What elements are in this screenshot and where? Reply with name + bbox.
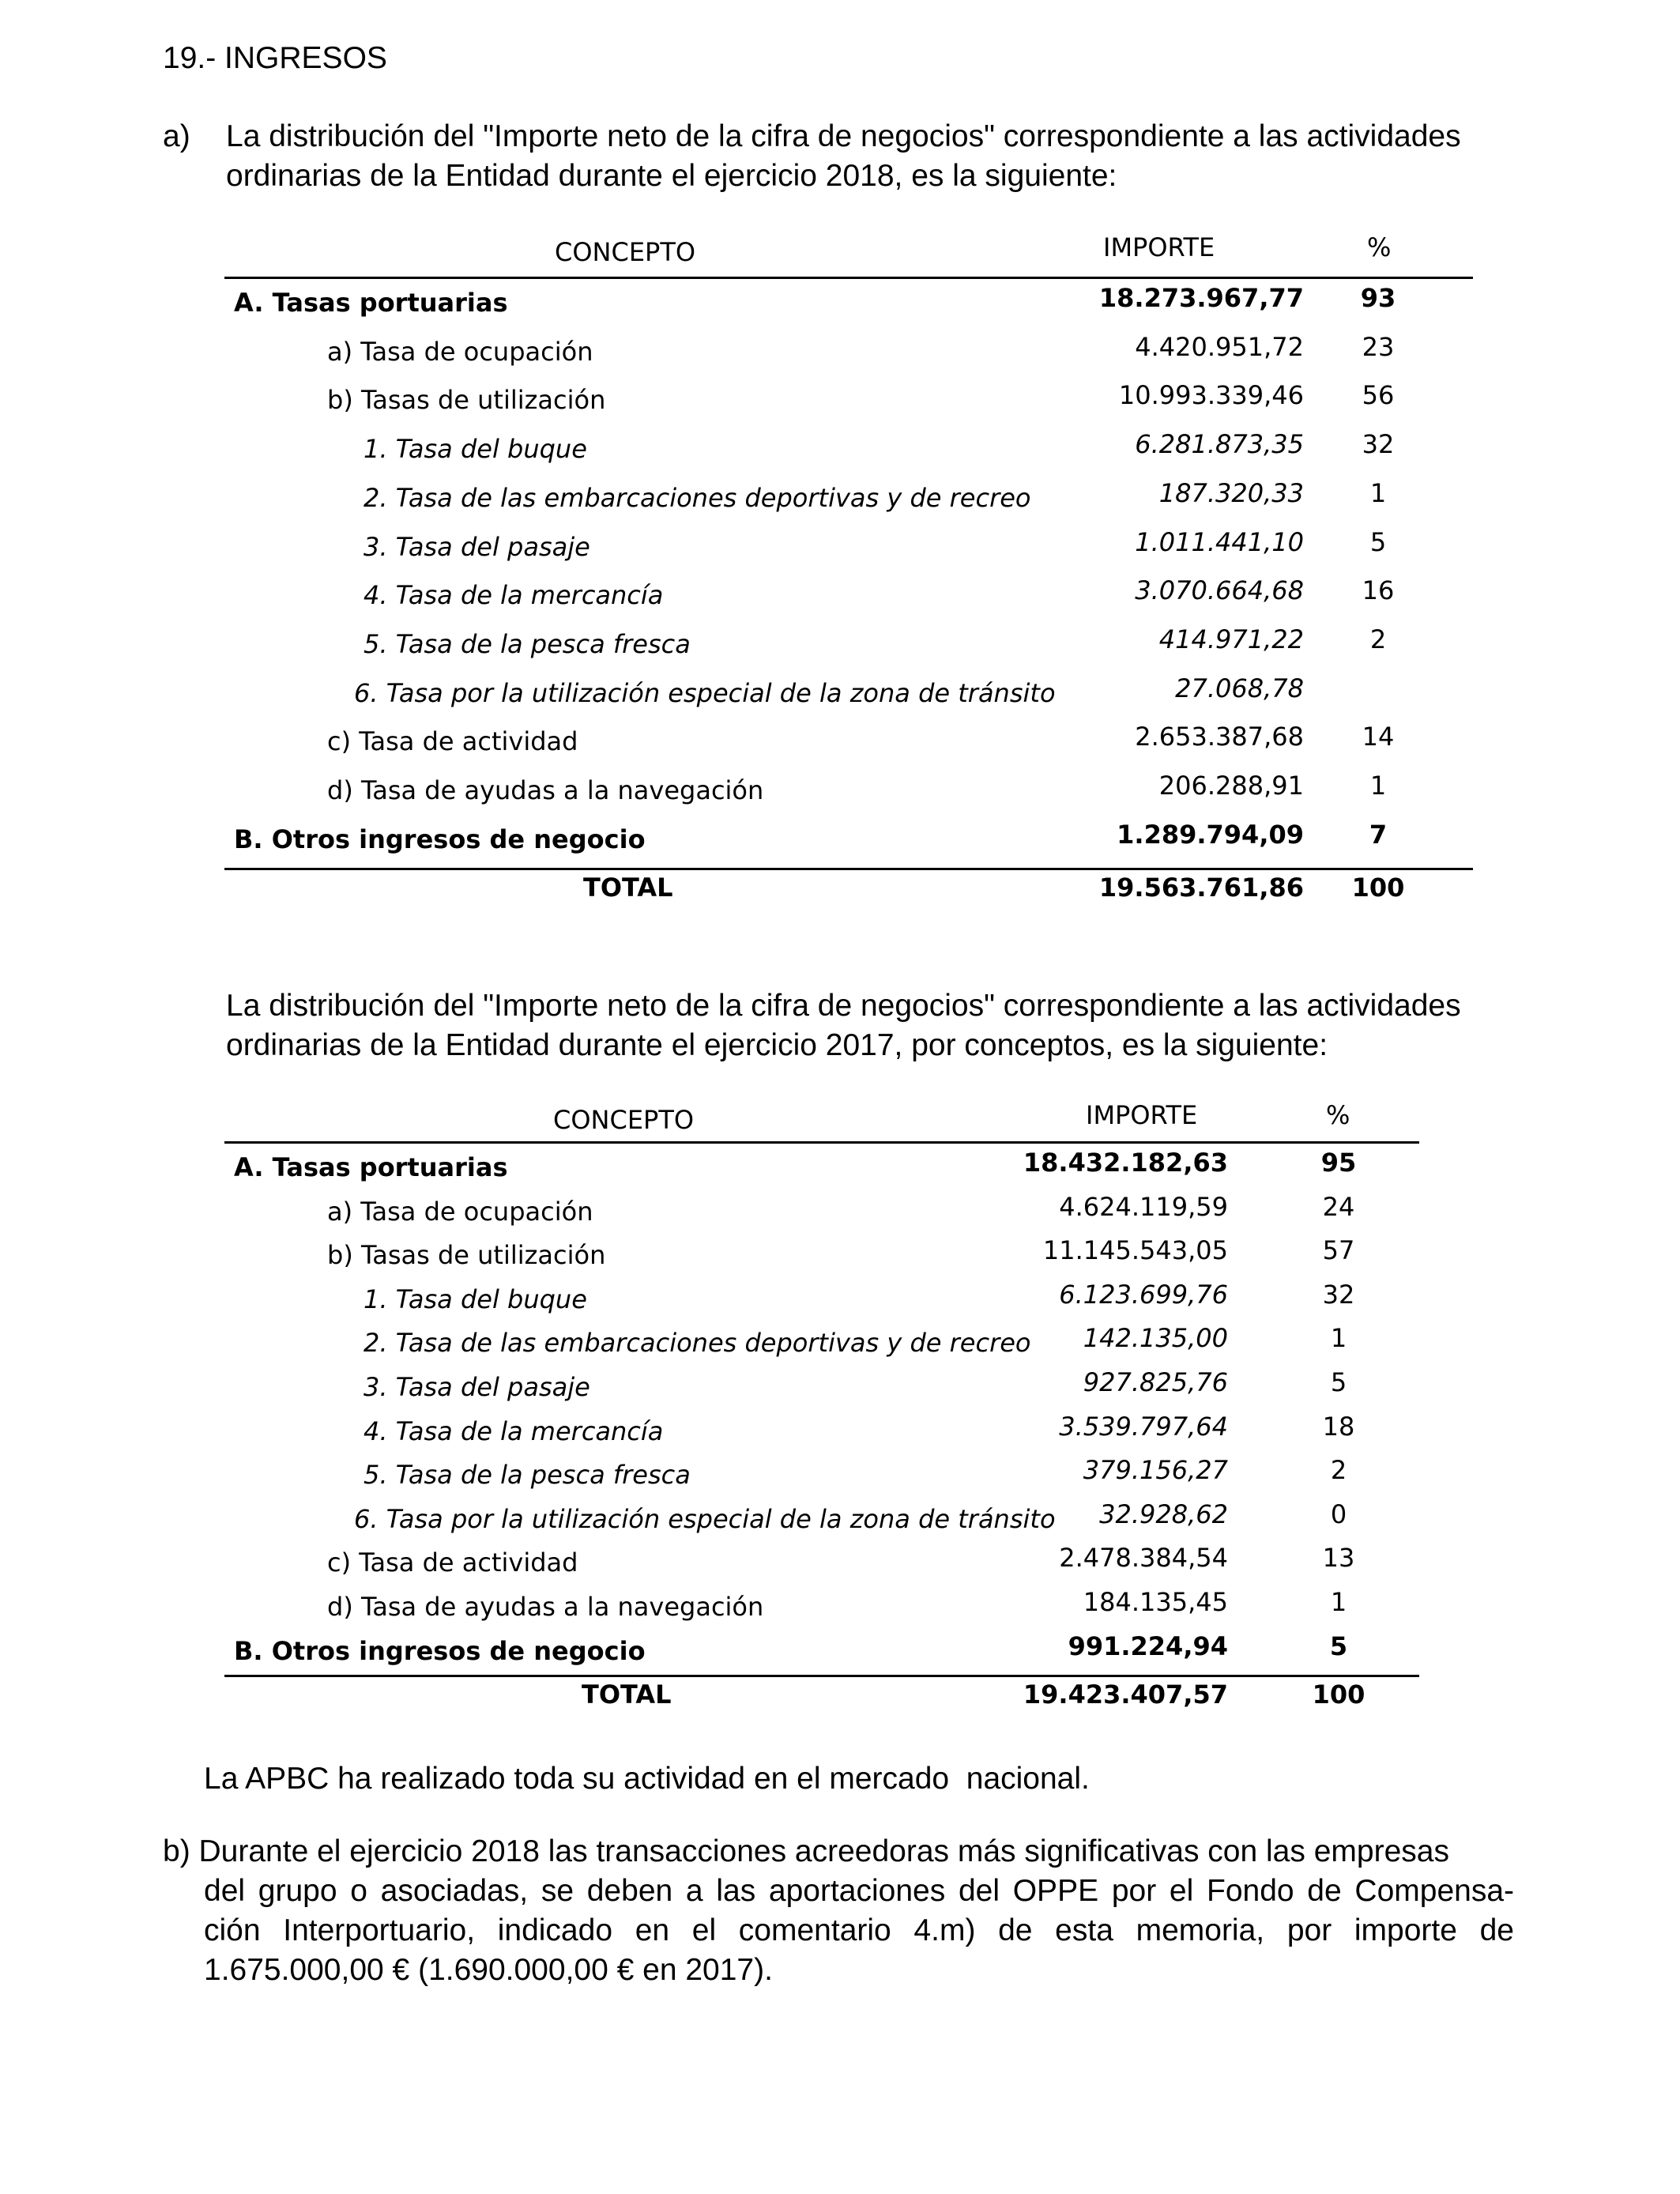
- paragraph-a-line2: ordinarias de la Entidad durante el ejercicio 2018, es la siguiente:: [226, 159, 1117, 193]
- row-concept: 2. Tasa de las embarcaciones deportivas y de recreo: [363, 482, 1031, 513]
- row-percent: 56: [1362, 380, 1395, 411]
- row-percent: 24: [1322, 1191, 1355, 1222]
- row-percent: 1: [1369, 477, 1387, 508]
- paragraph-a-marker: a): [163, 119, 190, 153]
- row-concept: 2. Tasa de las embarcaciones deportivas y de recreo: [363, 1328, 1031, 1359]
- table-2017: [224, 1099, 1419, 1710]
- row-percent: 1: [1330, 1587, 1347, 1617]
- table-row: [224, 1541, 1419, 1585]
- row-percent: 16: [1362, 575, 1395, 606]
- row-amount: 2.478.384,54: [1059, 1543, 1228, 1574]
- table-row: [224, 1146, 1419, 1190]
- header-concept: CONCEPTO: [553, 1105, 695, 1135]
- table-total-row: [224, 873, 1473, 922]
- row-amount: 379.156,27: [1083, 1455, 1228, 1486]
- total-percent: 100: [1351, 873, 1405, 903]
- row-percent: 7: [1369, 819, 1388, 850]
- paragraph-b-line4: 1.675.000,00 € (1.690.000,00 € en 2017).: [204, 1953, 773, 1987]
- table-total-row: [224, 1679, 1419, 1724]
- row-amount: 184.135,45: [1083, 1587, 1228, 1617]
- table-row: [224, 1498, 1419, 1542]
- row-concept: d) Tasa de ayudas a la navegación: [327, 1592, 764, 1622]
- row-amount: 1.011.441,10: [1135, 526, 1304, 557]
- row-concept: c) Tasa de actividad: [327, 1547, 578, 1578]
- row-amount: 6.123.699,76: [1059, 1279, 1228, 1310]
- row-concept: B. Otros ingresos de negocio: [234, 824, 646, 854]
- row-concept: 5. Tasa de la pesca fresca: [363, 1460, 691, 1491]
- table-row: [224, 428, 1473, 477]
- header-amount: IMPORTE: [1103, 232, 1215, 262]
- table-row: [224, 1453, 1419, 1498]
- table-row: [224, 281, 1473, 330]
- table-row: [224, 623, 1473, 672]
- row-amount: 414.971,22: [1158, 624, 1304, 654]
- row-concept: A. Tasas portuarias: [234, 1152, 508, 1182]
- row-percent: 14: [1362, 722, 1395, 752]
- table-header: [224, 1099, 1419, 1141]
- table-row: [224, 1366, 1419, 1410]
- row-amount: 187.320,33: [1158, 477, 1304, 508]
- row-amount: 27.068,78: [1175, 673, 1304, 703]
- row-amount: 1.289.794,09: [1117, 819, 1304, 850]
- table-row: [224, 574, 1473, 623]
- row-concept: d) Tasa de ayudas a la navegación: [327, 775, 764, 805]
- table-row: [224, 672, 1473, 721]
- table-row: [224, 1190, 1419, 1235]
- row-concept: a) Tasa de ocupación: [327, 336, 593, 367]
- table-row: [224, 1410, 1419, 1454]
- paragraph-2017-line2: ordinarias de la Entidad durante el ejercicio 2017, por conceptos, es la siguiente:: [226, 1028, 1328, 1062]
- row-percent: 1: [1330, 1323, 1347, 1354]
- table-row: [224, 330, 1473, 379]
- table-row: [224, 526, 1473, 575]
- total-percent: 100: [1312, 1679, 1365, 1710]
- market-note: La APBC ha realizado toda su actividad en el mercado nacional.: [204, 1762, 1090, 1796]
- header-pct: %: [1367, 232, 1392, 262]
- row-amount: 142.135,00: [1083, 1323, 1228, 1354]
- row-amount: 18.273.967,77: [1098, 283, 1304, 313]
- row-concept: 4. Tasa de la mercancía: [363, 580, 664, 611]
- row-concept: b) Tasas de utilización: [327, 385, 606, 416]
- row-amount: 11.145.543,05: [1042, 1235, 1228, 1266]
- row-percent: 1: [1369, 771, 1387, 801]
- row-percent: 5: [1329, 1630, 1348, 1661]
- table-top-rule: [224, 1141, 1419, 1144]
- total-amount: 19.423.407,57: [1023, 1679, 1228, 1710]
- table-2018: [224, 229, 1473, 903]
- row-percent: 0: [1330, 1498, 1347, 1529]
- table-row: [224, 1278, 1419, 1322]
- row-percent: 32: [1322, 1279, 1355, 1310]
- row-amount: 206.288,91: [1158, 771, 1304, 801]
- row-amount: 3.070.664,68: [1135, 575, 1304, 606]
- row-percent: 5: [1330, 1367, 1347, 1397]
- total-label: TOTAL: [582, 1679, 672, 1710]
- header-concept: CONCEPTO: [555, 237, 696, 267]
- row-concept: 6. Tasa por la utilización especial de la zona de tránsito: [354, 1503, 1056, 1534]
- table-header: [224, 229, 1473, 277]
- row-amount: 991.224,94: [1068, 1630, 1228, 1661]
- row-concept: 4. Tasa de la mercancía: [363, 1416, 664, 1446]
- section-title: 19.- INGRESOS: [163, 41, 387, 75]
- row-percent: 93: [1360, 283, 1396, 313]
- row-concept: 5. Tasa de la pesca fresca: [363, 628, 691, 659]
- row-concept: b) Tasas de utilización: [327, 1240, 606, 1271]
- row-concept: B. Otros ingresos de negocio: [234, 1635, 646, 1666]
- row-percent: 32: [1362, 429, 1395, 460]
- row-percent: 23: [1362, 331, 1395, 362]
- table-row: [224, 1585, 1419, 1630]
- row-percent: 5: [1369, 526, 1387, 557]
- row-percent: 57: [1322, 1235, 1355, 1266]
- table-total-rule: [224, 868, 1473, 870]
- table-row: [224, 720, 1473, 769]
- paragraph-b-line2: del grupo o asociadas, se deben a las aportaciones del OPPE por el Fondo de Compensa-: [204, 1874, 1514, 1908]
- row-percent: 18: [1322, 1411, 1355, 1442]
- total-amount: 19.563.761,86: [1098, 873, 1304, 903]
- row-amount: 10.993.339,46: [1118, 380, 1304, 411]
- row-amount: 2.653.387,68: [1135, 722, 1304, 752]
- row-amount: 18.432.182,63: [1023, 1148, 1228, 1178]
- row-percent: 2: [1330, 1455, 1347, 1486]
- row-concept: 6. Tasa por la utilización especial de la zona de tránsito: [354, 677, 1056, 708]
- table-row: [224, 1630, 1419, 1674]
- row-amount: 4.624.119,59: [1059, 1191, 1228, 1222]
- table-row: [224, 477, 1473, 526]
- table-row: [224, 769, 1473, 818]
- table-row: [224, 818, 1473, 867]
- row-percent: 2: [1369, 624, 1387, 654]
- header-pct: %: [1326, 1100, 1350, 1130]
- row-concept: 1. Tasa del buque: [363, 1284, 587, 1314]
- paragraph-a-line1: La distribución del "Importe neto de la cifra de negocios" correspondiente a las actividades: [226, 119, 1461, 153]
- row-concept: 3. Tasa del pasaje: [363, 531, 590, 562]
- paragraph-b-line3: ción Interportuario, indicado en el comentario 4.m) de esta memoria, por importe de: [204, 1913, 1514, 1947]
- paragraph-a: [163, 117, 1461, 196]
- table-row: [224, 1234, 1419, 1278]
- row-concept: 1. Tasa del buque: [363, 434, 587, 465]
- paragraph-b-line1: b) Durante el ejercicio 2018 las transacciones acreedoras más significativas con las empresas: [163, 1834, 1449, 1868]
- row-amount: 927.825,76: [1083, 1367, 1228, 1397]
- table-total-rule: [224, 1675, 1419, 1677]
- paragraph-2017: [226, 986, 1461, 1065]
- row-percent: 95: [1320, 1148, 1357, 1178]
- row-concept: c) Tasa de actividad: [327, 726, 578, 757]
- header-amount: IMPORTE: [1086, 1100, 1198, 1130]
- table-top-rule: [224, 277, 1473, 279]
- paragraph-2017-line1: La distribución del "Importe neto de la cifra de negocios" correspondiente a las actividades: [226, 989, 1461, 1023]
- row-concept: a) Tasa de ocupación: [327, 1196, 593, 1227]
- paragraph-b: [163, 1832, 1514, 1990]
- row-amount: 3.539.797,64: [1059, 1411, 1228, 1442]
- row-percent: 13: [1322, 1543, 1355, 1574]
- row-amount: 32.928,62: [1099, 1498, 1228, 1529]
- row-amount: 6.281.873,35: [1135, 429, 1304, 460]
- row-amount: 4.420.951,72: [1135, 331, 1304, 362]
- table-row: [224, 379, 1473, 428]
- table-row: [224, 1321, 1419, 1366]
- row-concept: 3. Tasa del pasaje: [363, 1372, 590, 1402]
- row-concept: A. Tasas portuarias: [234, 288, 508, 318]
- total-label: TOTAL: [583, 873, 673, 903]
